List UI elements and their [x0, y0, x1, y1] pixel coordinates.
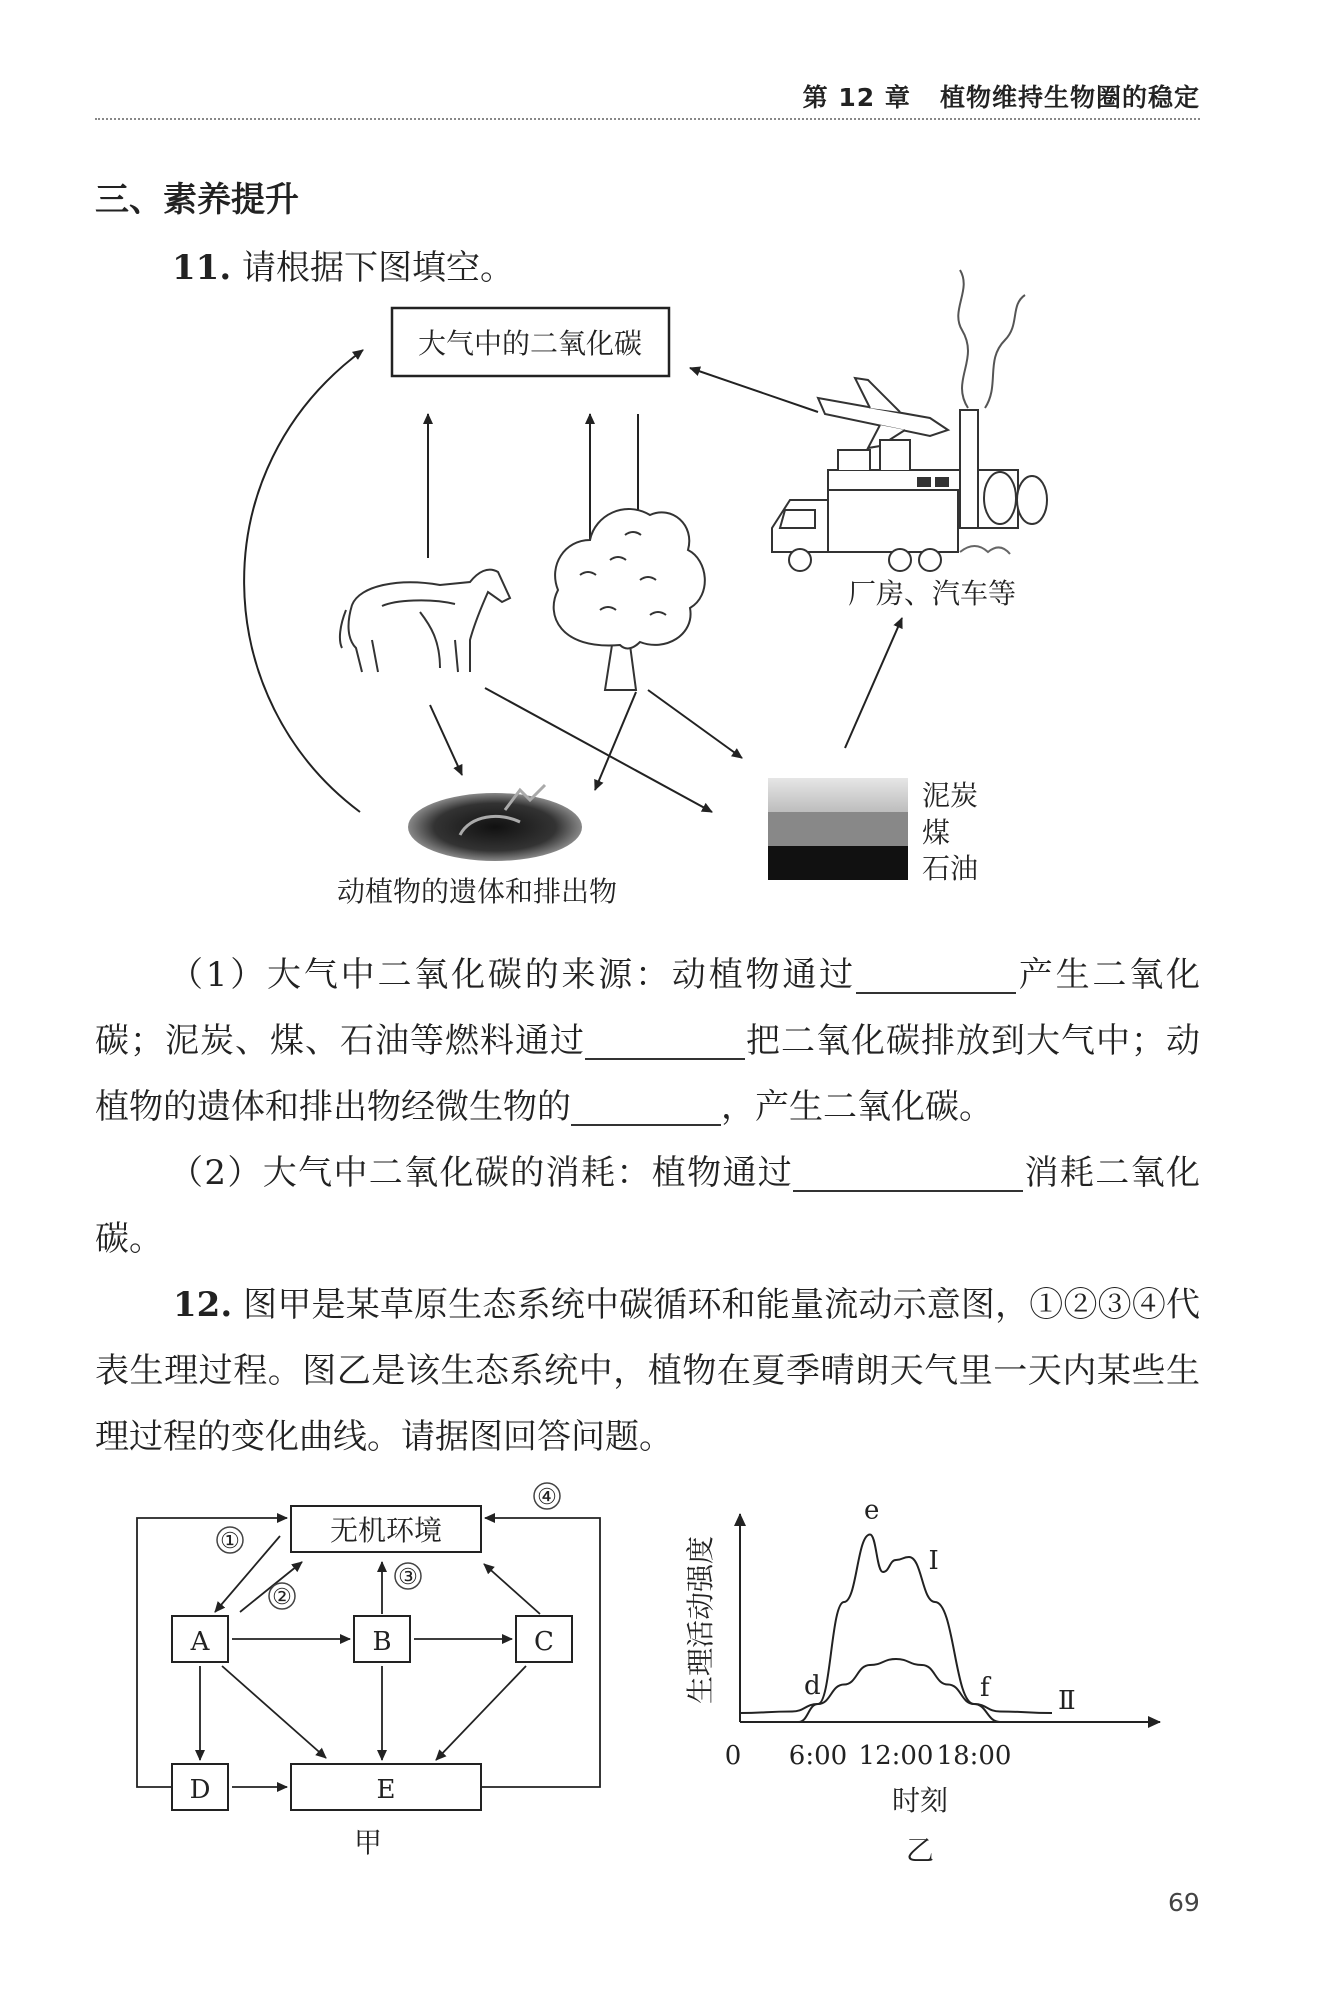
- arrow-remains-to-co2: [244, 350, 363, 812]
- answer-blank-1[interactable]: [856, 952, 1016, 994]
- y-axis-label: 生理活动强度: [684, 1535, 717, 1705]
- figure-jia-caption: 甲: [353, 1826, 383, 1859]
- x-tick-label: 0: [724, 1741, 742, 1771]
- process-1-label: ①: [220, 1529, 240, 1554]
- fossil-fuel-layers-icon: [768, 778, 908, 880]
- question-11-prompt: 请根据下图填空。: [241, 248, 514, 288]
- remains-icon: [408, 785, 582, 861]
- q11-p1-text-3: 把二氧化碳排放到大气中；动植物的遗体和排出物经微生物的: [95, 1021, 1200, 1127]
- node-c-label: C: [534, 1627, 554, 1657]
- series-line-1: [799, 1535, 1001, 1723]
- fuel-label-peat: 泥炭: [922, 779, 979, 812]
- point-label-d: d: [804, 1671, 821, 1701]
- series-label-2: Ⅱ: [1058, 1686, 1076, 1716]
- figure-jia: [0, 1480, 640, 1860]
- tree-icon: [554, 509, 705, 690]
- q11-p1-text-1: （1）大气中二氧化碳的来源：动植物通过: [169, 955, 856, 995]
- peat-layer: [768, 778, 908, 812]
- arrow-a-to-e: [222, 1666, 326, 1758]
- process-2-label: ②: [272, 1585, 292, 1610]
- x-tick-label: 6:00: [788, 1741, 848, 1771]
- question-12-number: 12.: [173, 1285, 233, 1325]
- oil-layer: [768, 846, 908, 880]
- arrow-tree-to-remains: [595, 692, 636, 790]
- chapter-title: 植物维持生物圈的稳定: [939, 83, 1200, 112]
- x-axis-label: 时刻: [891, 1784, 949, 1817]
- question-12-body: 图甲是某草原生态系统中碳循环和能量流动示意图，①②③④代表生理过程。图乙是该生态系统中，植物在夏季晴朗天气里一天内某些生理过程的变化曲线。请据图回答问题。: [95, 1285, 1201, 1457]
- arrow-animal-to-remains: [430, 705, 462, 775]
- env-label: 无机环境: [329, 1514, 443, 1547]
- node-d-label: D: [189, 1775, 211, 1805]
- figure-yi-caption: 乙: [905, 1834, 935, 1867]
- node-a-label: A: [190, 1627, 210, 1657]
- figure-yi-chart: [680, 1490, 1180, 1870]
- chart-point-labels: [804, 1496, 992, 1704]
- q11-p1-text-4: ，产生二氧化碳。: [721, 1087, 993, 1127]
- x-tick-label: 18:00: [936, 1741, 1012, 1771]
- point-label-f: f: [980, 1673, 990, 1703]
- series-line-2: [740, 1659, 1052, 1713]
- node-e-label: E: [376, 1775, 396, 1805]
- chart-series: [740, 1535, 1076, 1723]
- fuel-label-coal: 煤: [922, 816, 951, 849]
- x-tick-labels: [725, 1741, 1012, 1771]
- question-11-part-1: [95, 942, 1200, 1140]
- carbon-cycle-diagram: [0, 0, 1317, 920]
- arrow-c-to-env: [484, 1564, 540, 1614]
- answer-blank-4[interactable]: [793, 1150, 1023, 1192]
- question-11-number: 11.: [172, 248, 232, 288]
- arrow-fuel-to-factory: [845, 618, 902, 748]
- node-b-label: B: [372, 1627, 392, 1657]
- horse-icon: [340, 570, 510, 672]
- question-11-part-2: [95, 1140, 1200, 1272]
- arrow-c-to-e: [436, 1666, 526, 1760]
- fuel-label-oil: 石油: [922, 852, 979, 885]
- x-tick-label: 12:00: [858, 1741, 934, 1771]
- point-label-e: e: [864, 1495, 880, 1526]
- remains-label: 动植物的遗体和排出物: [337, 875, 618, 908]
- arrow-tree-to-fuel: [648, 690, 742, 758]
- q11-p1-text-2: 产生二氧化碳；泥炭、煤、石油等燃料通过: [95, 955, 1201, 1061]
- q11-p2-text-1: （2）大气中二氧化碳的消耗：植物通过: [169, 1153, 794, 1193]
- process-3-label: ③: [398, 1565, 418, 1590]
- section-title: 三、素养提升: [95, 180, 299, 220]
- answer-blank-3[interactable]: [571, 1084, 721, 1126]
- series-label-1: Ⅰ: [928, 1546, 939, 1576]
- q11-p2-text-2: 消耗二氧化碳。: [95, 1153, 1201, 1259]
- arrow-factory-to-co2: [690, 368, 818, 412]
- page-number: 69: [1168, 1888, 1200, 1917]
- answer-blank-2[interactable]: [585, 1018, 745, 1060]
- chapter-label: 第 12 章: [802, 83, 911, 112]
- coal-layer: [768, 812, 908, 846]
- airplane-icon: [818, 378, 948, 448]
- co2-box-label: 大气中的二氧化碳: [417, 327, 643, 360]
- process-4-label: ④: [537, 1485, 557, 1510]
- question-12-text: [95, 1272, 1200, 1470]
- factory-label: 厂房、汽车等: [848, 577, 1017, 610]
